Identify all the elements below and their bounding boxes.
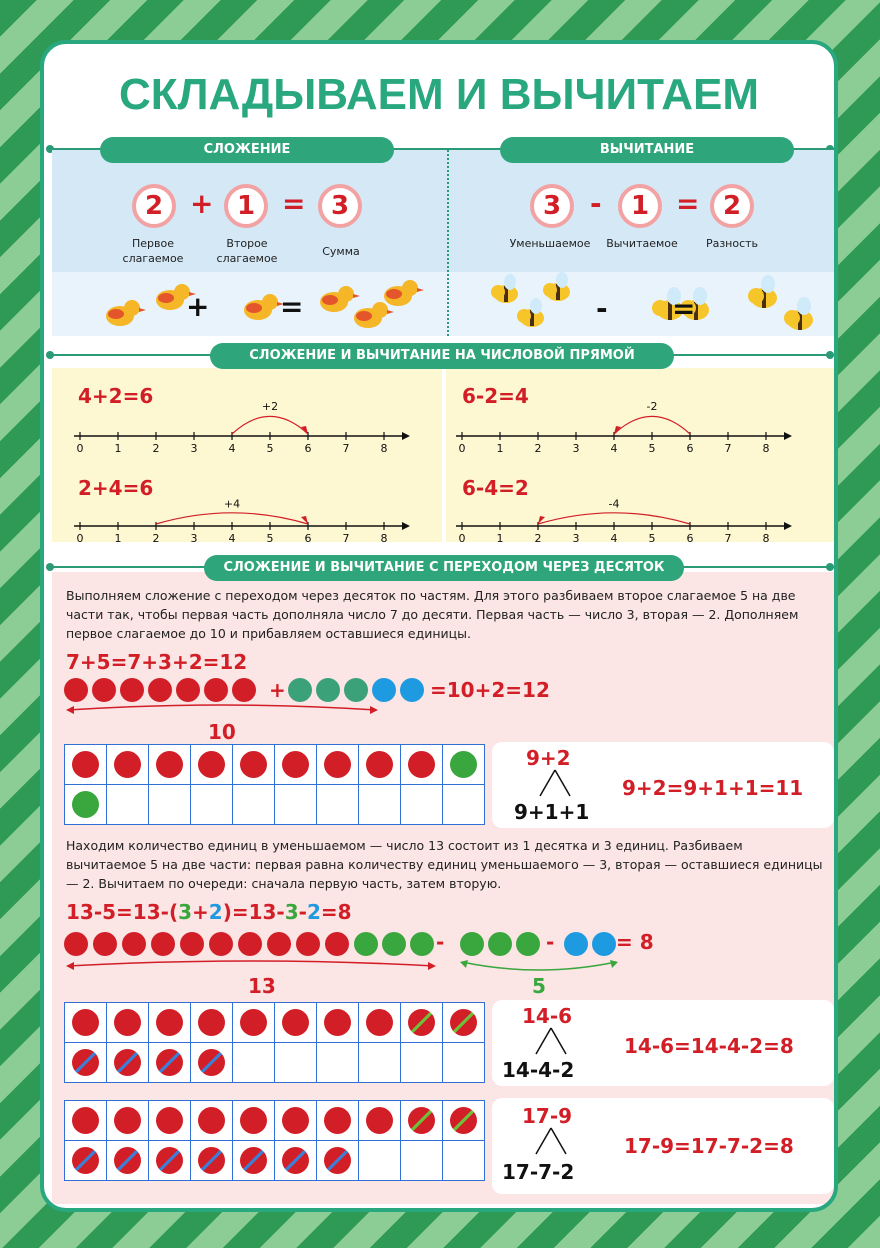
bird-icon — [354, 302, 394, 328]
tick-label: 4 — [228, 442, 236, 454]
tick-label: 7 — [724, 532, 732, 544]
counter — [324, 1009, 351, 1036]
frame-cell — [443, 1141, 485, 1181]
frame-cell — [65, 1141, 107, 1181]
tick-label: 4 — [228, 532, 236, 544]
jump-arrowhead — [614, 426, 621, 434]
minuend-circle: 3 — [530, 184, 574, 228]
frame-cell — [317, 785, 359, 825]
numberline-eq-tl: 4+2=6 — [78, 384, 154, 408]
tick-label: 7 — [724, 442, 732, 454]
frame-cell — [233, 1141, 275, 1181]
frame-cell — [107, 1043, 149, 1083]
frame-cell — [191, 1141, 233, 1181]
counter — [240, 751, 267, 778]
crossed-counter — [114, 1049, 141, 1076]
frame-cell — [275, 1003, 317, 1043]
numberline-eq-bl: 2+4=6 — [78, 476, 154, 500]
crossed-counter — [282, 1147, 309, 1174]
bird-icon — [244, 294, 284, 320]
subtrahend-circle: 1 — [618, 184, 662, 228]
tick-label: 5 — [266, 532, 274, 544]
frame-cell — [65, 1003, 107, 1043]
frame-cell — [443, 745, 485, 785]
bees-illustration — [484, 272, 834, 336]
example-panel-3 — [492, 1098, 834, 1194]
frame-cell — [107, 1003, 149, 1043]
tick-label: 1 — [114, 442, 122, 454]
tick-label: 3 — [190, 532, 198, 544]
counter — [282, 751, 309, 778]
eq2-part: + — [192, 900, 209, 924]
divider-dot — [46, 563, 54, 571]
frame-cell — [275, 1043, 317, 1083]
brace-label-13: 13 — [248, 974, 276, 998]
frame-cell — [191, 745, 233, 785]
example2-bottom: 14-4-2 — [502, 1058, 575, 1082]
tick-label: 0 — [458, 442, 466, 454]
counter-green — [354, 932, 378, 956]
crossed-counter — [114, 1147, 141, 1174]
counter-red — [64, 678, 88, 702]
addend2-circle: 1 — [224, 184, 268, 228]
frame-cell — [317, 1003, 359, 1043]
addend2-label: Второе слагаемое — [216, 237, 278, 265]
axis-arrow — [784, 432, 792, 440]
frame-cell — [149, 1003, 191, 1043]
frame-cell — [233, 785, 275, 825]
frame-cell — [65, 1043, 107, 1083]
equals-sign: = — [676, 187, 700, 220]
brace-arrow-5 — [458, 956, 620, 976]
tick-label: 8 — [762, 532, 770, 544]
picture-equals: = — [672, 292, 696, 325]
tick-label: 0 — [76, 532, 84, 544]
counter — [156, 1107, 183, 1134]
number-line-br — [456, 484, 806, 544]
section-split — [447, 150, 449, 336]
counter-red — [148, 678, 172, 702]
frame-cell — [359, 1141, 401, 1181]
number-line-bl — [74, 484, 424, 544]
tick-label: 1 — [496, 532, 504, 544]
eq2-part: - — [298, 900, 307, 924]
number-line-tr — [456, 394, 806, 454]
frame-cell — [191, 1101, 233, 1141]
birds-illustration — [58, 274, 438, 334]
tick-label: 6 — [686, 532, 694, 544]
bird-icon — [384, 280, 424, 306]
counter-green — [316, 678, 340, 702]
frame-cell — [107, 785, 149, 825]
equals-sign: = — [282, 187, 306, 220]
tick-label: 5 — [266, 442, 274, 454]
tick-label: 3 — [572, 532, 580, 544]
frame-cell — [317, 745, 359, 785]
crossed-counter — [72, 1049, 99, 1076]
counter-blue — [400, 678, 424, 702]
counter-red — [238, 932, 262, 956]
counter — [282, 1009, 309, 1036]
frame-cell — [233, 1043, 275, 1083]
axis-arrow — [402, 522, 410, 530]
counter-red — [296, 932, 320, 956]
ten-frame-9-plus-2 — [64, 744, 485, 825]
split-branch-icon — [530, 768, 580, 798]
frame-cell — [191, 785, 233, 825]
counter-red — [267, 932, 291, 956]
jump-label: +2 — [261, 400, 279, 414]
example-panel-1 — [492, 742, 834, 828]
counter — [324, 751, 351, 778]
bee-icon — [517, 298, 544, 327]
frame-cell — [401, 1043, 443, 1083]
tick-label: 2 — [534, 442, 542, 454]
frame-cell — [443, 1043, 485, 1083]
crossed-counter — [240, 1147, 267, 1174]
tick-label: 6 — [304, 442, 312, 454]
frame-cell — [443, 785, 485, 825]
tick-label: 8 — [762, 442, 770, 454]
frame-cell — [275, 745, 317, 785]
eq2-part: 3 — [284, 900, 299, 924]
counter — [450, 751, 477, 778]
frame-cell — [65, 1101, 107, 1141]
jump-label: -2 — [646, 400, 658, 414]
frame-cell — [359, 1101, 401, 1141]
tick-label: 2 — [534, 532, 542, 544]
counter-green — [288, 678, 312, 702]
minus-sign: - — [590, 187, 602, 220]
frame-cell — [443, 1101, 485, 1141]
sum-label: Сумма — [322, 245, 360, 258]
frame-cell — [191, 1043, 233, 1083]
tick-label: 2 — [152, 532, 160, 544]
frame-cell — [401, 785, 443, 825]
numberline-eq-tr: 6-2=4 — [462, 384, 529, 408]
frame-cell — [65, 745, 107, 785]
counter-green — [460, 932, 484, 956]
counter — [72, 791, 99, 818]
split-branch-icon — [526, 1126, 576, 1156]
tick-label: 3 — [190, 442, 198, 454]
tick-label: 1 — [496, 442, 504, 454]
counter-blue — [564, 932, 588, 956]
counter-red — [120, 678, 144, 702]
tick-label: 7 — [342, 532, 350, 544]
example3-top: 17-9 — [522, 1104, 573, 1128]
counter — [366, 1009, 393, 1036]
example1-bottom: 9+1+1 — [514, 800, 590, 824]
frame-cell — [149, 745, 191, 785]
tick-label: 3 — [572, 442, 580, 454]
counter-red — [204, 678, 228, 702]
counter-green — [516, 932, 540, 956]
paragraph-addition: Выполняем сложение с переходом через десяток по частям. Для этого разбиваем второе слагаемое 5 на две части так, чтобы первая часть дополняла число 7 до десяти. Первая часть — число 3, вторая — 2. Дополняем первое слагаемое до 10 и прибавляем оставшиеся единицы. — [66, 588, 799, 641]
frame-cell — [275, 1101, 317, 1141]
frame-cell — [317, 1141, 359, 1181]
bee-icon — [543, 272, 570, 301]
frame-cell — [233, 745, 275, 785]
minuend-label: Уменьшаемое — [509, 237, 591, 250]
bee-icon — [748, 275, 777, 308]
counter-red — [64, 932, 88, 956]
tick-label: 8 — [380, 532, 388, 544]
addend1-label: Первое слагаемое — [122, 237, 184, 265]
example2-top: 14-6 — [522, 1004, 573, 1028]
frame-cell — [65, 785, 107, 825]
counter — [156, 1009, 183, 1036]
axis-arrow — [784, 522, 792, 530]
frame-cell — [107, 745, 149, 785]
frame-cell — [275, 1141, 317, 1181]
subtraction-pill: ВЫЧИТАНИЕ — [500, 137, 794, 163]
tick-label: 5 — [648, 532, 656, 544]
counter-red — [93, 932, 117, 956]
plus-sign: + — [190, 187, 214, 220]
counter-red — [151, 932, 175, 956]
counter-red — [325, 932, 349, 956]
ten-frame-14-minus-6 — [64, 1002, 485, 1083]
eq2-part: =8 — [320, 900, 352, 924]
frame-cell — [401, 745, 443, 785]
divider-dot — [826, 563, 834, 571]
counter — [408, 751, 435, 778]
counter-red — [92, 678, 116, 702]
ten-frame-17-minus-9 — [64, 1100, 485, 1181]
tick-label: 2 — [152, 442, 160, 454]
balls2-minus2: - — [546, 930, 555, 954]
poster — [40, 40, 838, 1212]
brace-arrow-10 — [64, 700, 380, 720]
balls1-result: =10+2=12 — [430, 678, 550, 702]
jump-arrowhead — [301, 426, 308, 434]
eq2-part: 3 — [178, 900, 193, 924]
balls1-plus: + — [269, 678, 286, 702]
counter-red — [180, 932, 204, 956]
tick-label: 8 — [380, 442, 388, 454]
frame-cell — [233, 1003, 275, 1043]
counter — [114, 1009, 141, 1036]
tens-pill: СЛОЖЕНИЕ И ВЫЧИТАНИЕ С ПЕРЕХОДОМ ЧЕРЕЗ ДЕСЯТОК — [204, 555, 684, 581]
tick-label: 6 — [686, 442, 694, 454]
picture-minus: - — [596, 292, 608, 325]
example3-full: 17-9=17-7-2=8 — [624, 1134, 794, 1158]
frame-cell — [149, 1101, 191, 1141]
example3-bottom: 17-7-2 — [502, 1160, 575, 1184]
example2-full: 14-6=14-4-2=8 — [624, 1034, 794, 1058]
difference-circle: 2 — [710, 184, 754, 228]
picture-equals: = — [280, 290, 304, 323]
frame-cell — [359, 785, 401, 825]
frame-cell — [275, 785, 317, 825]
eq2-part: )=13- — [222, 900, 285, 924]
bird-icon — [320, 286, 360, 312]
frame-cell — [359, 1003, 401, 1043]
frame-cell — [359, 1043, 401, 1083]
tick-label: 5 — [648, 442, 656, 454]
sum-circle: 3 — [318, 184, 362, 228]
crossed-counter — [450, 1009, 477, 1036]
crossed-counter — [198, 1147, 225, 1174]
frame-cell — [359, 745, 401, 785]
frame-cell — [401, 1101, 443, 1141]
tick-label: 1 — [114, 532, 122, 544]
addition-pill: СЛОЖЕНИЕ — [100, 137, 394, 163]
jump-arc — [614, 416, 690, 434]
counter — [72, 1009, 99, 1036]
page-title: СКЛАДЫВАЕМ И ВЫЧИТАЕМ — [118, 70, 760, 119]
difference-label: Разность — [705, 237, 759, 250]
counter-blue — [372, 678, 396, 702]
counter — [198, 751, 225, 778]
counter-green — [382, 932, 406, 956]
counter-green — [344, 678, 368, 702]
frame-cell — [149, 1141, 191, 1181]
tick-label: 4 — [610, 442, 618, 454]
counter-green — [488, 932, 512, 956]
paragraph-subtraction: Находим количество единиц в уменьшаемом — число 13 состоит из 1 десятка и 3 единиц. Разбиваем вычитаемое 5 на две части: первая равна количеству единиц уменьшаемого — 3, вторая — оставшиеся единицы — 2. Вычитаем по очереди: сначала первую часть, затем вторую. — [66, 838, 823, 891]
example1-full: 9+2=9+1+1=11 — [622, 776, 804, 800]
crossed-counter — [156, 1147, 183, 1174]
counter — [72, 751, 99, 778]
eq-7-plus-5: 7+5=7+3+2=12 — [66, 650, 248, 674]
frame-cell — [149, 1043, 191, 1083]
tick-label: 6 — [304, 532, 312, 544]
counter — [240, 1009, 267, 1036]
crossed-counter — [156, 1049, 183, 1076]
frame-cell — [401, 1141, 443, 1181]
bird-icon — [106, 300, 146, 326]
crossed-counter — [408, 1009, 435, 1036]
tick-label: 0 — [458, 532, 466, 544]
crossed-counter — [324, 1147, 351, 1174]
bee-icon — [784, 297, 813, 330]
crossed-counter — [198, 1049, 225, 1076]
counter — [198, 1009, 225, 1036]
counter-red — [232, 678, 256, 702]
frame-cell — [107, 1141, 149, 1181]
counter — [198, 1107, 225, 1134]
axis-arrow — [402, 432, 410, 440]
divider-dot — [826, 351, 834, 359]
counter — [366, 751, 393, 778]
crossed-counter — [72, 1147, 99, 1174]
numberline-pill: СЛОЖЕНИЕ И ВЫЧИТАНИЕ НА ЧИСЛОВОЙ ПРЯМОЙ — [210, 343, 674, 369]
balls2-minus1: - — [436, 930, 445, 954]
frame-cell — [317, 1043, 359, 1083]
jump-label: -4 — [608, 497, 620, 511]
crossed-counter — [408, 1107, 435, 1134]
counter — [240, 1107, 267, 1134]
subtrahend-label: Вычитаемое — [606, 237, 678, 250]
frame-cell — [191, 1003, 233, 1043]
counter-green — [410, 932, 434, 956]
example-panel-2 — [492, 1000, 834, 1086]
eq2-part: 2 — [306, 900, 321, 924]
addend1-circle: 2 — [132, 184, 176, 228]
tick-label: 7 — [342, 442, 350, 454]
jump-arc — [232, 416, 308, 434]
divider-dot — [46, 351, 54, 359]
counter — [282, 1107, 309, 1134]
counter — [114, 1107, 141, 1134]
frame-cell — [443, 1003, 485, 1043]
counter — [156, 751, 183, 778]
brace-arrow-13 — [64, 956, 438, 976]
eq2-part: 2 — [208, 900, 223, 924]
brace-label-5: 5 — [532, 974, 546, 998]
counter — [366, 1107, 393, 1134]
counter-red — [122, 932, 146, 956]
balls2-result: = 8 — [616, 930, 654, 954]
frame-cell — [107, 1101, 149, 1141]
number-line-tl — [74, 394, 424, 454]
eq2-part: 13-5=13-( — [66, 900, 179, 924]
counter — [72, 1107, 99, 1134]
tick-label: 4 — [610, 532, 618, 544]
crossed-counter — [450, 1107, 477, 1134]
split-branch-icon — [526, 1026, 576, 1056]
brace-label-10: 10 — [208, 720, 236, 744]
tick-label: 0 — [76, 442, 84, 454]
counter-red — [176, 678, 200, 702]
eq-13-minus-5 — [66, 900, 352, 924]
counter — [324, 1107, 351, 1134]
bee-icon — [491, 274, 518, 303]
counter-blue — [592, 932, 616, 956]
frame-cell — [149, 785, 191, 825]
counter — [114, 751, 141, 778]
example1-top: 9+2 — [526, 746, 571, 770]
picture-plus: + — [186, 290, 210, 323]
counter-red — [209, 932, 233, 956]
frame-cell — [317, 1101, 359, 1141]
jump-label: +4 — [223, 497, 241, 511]
frame-cell — [401, 1003, 443, 1043]
numberline-eq-br: 6-4=2 — [462, 476, 529, 500]
frame-cell — [233, 1101, 275, 1141]
